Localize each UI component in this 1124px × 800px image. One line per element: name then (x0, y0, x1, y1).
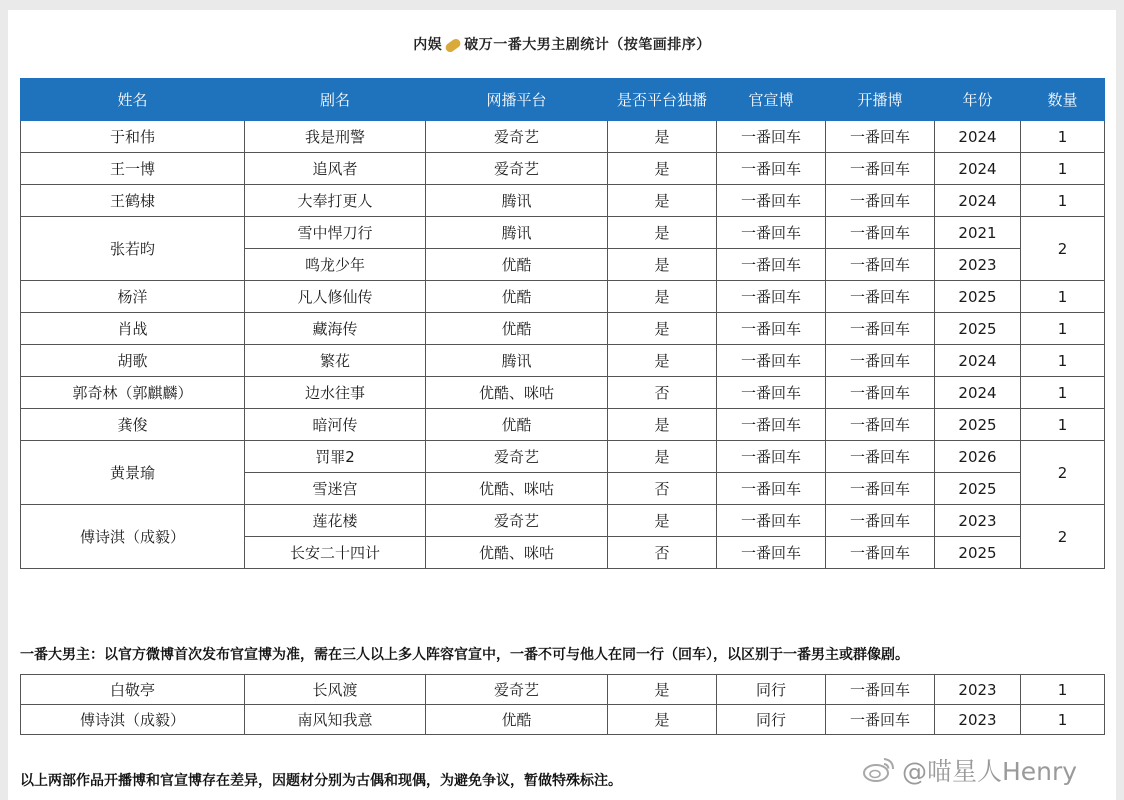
header-name: 姓名 (21, 79, 245, 121)
weibo-watermark (862, 746, 1117, 794)
cell-exclusive: 是 (608, 121, 717, 153)
cell-year: 2026 (935, 441, 1021, 473)
cell-name: 王一博 (21, 153, 245, 185)
cell-announce: 一番回车 (717, 153, 826, 185)
weibo-icon (862, 756, 896, 784)
cell-count: 2 (1021, 505, 1105, 569)
cell-announce: 一番回车 (717, 313, 826, 345)
cell-drama: 藏海传 (245, 313, 426, 345)
cell-platform: 优酷、咪咕 (426, 473, 608, 505)
cell-broadcast: 一番回车 (826, 377, 935, 409)
cell-platform: 爱奇艺 (426, 441, 608, 473)
cell-broadcast: 一番回车 (826, 281, 935, 313)
cell-count: 2 (1021, 441, 1105, 505)
cell-name: 傅诗淇（成毅） (21, 705, 245, 735)
cell-exclusive: 是 (608, 313, 717, 345)
cell-announce: 同行 (717, 675, 826, 705)
header-drama: 剧名 (245, 79, 426, 121)
cell-drama: 暗河传 (245, 409, 426, 441)
cell-platform: 腾讯 (426, 185, 608, 217)
header-count: 数量 (1021, 79, 1105, 121)
cell-year: 2025 (935, 537, 1021, 569)
cell-exclusive: 否 (608, 473, 717, 505)
table-row (21, 441, 1105, 473)
cell-announce: 一番回车 (717, 185, 826, 217)
cell-count: 1 (1021, 675, 1105, 705)
cell-announce: 一番回车 (717, 473, 826, 505)
cell-exclusive: 否 (608, 377, 717, 409)
header-platform: 网播平台 (426, 79, 608, 121)
special-table (20, 674, 1105, 735)
cell-announce: 一番回车 (717, 441, 826, 473)
cell-year: 2024 (935, 377, 1021, 409)
table-row (21, 281, 1105, 313)
cell-broadcast: 一番回车 (826, 675, 935, 705)
cell-year: 2023 (935, 505, 1021, 537)
header-announce: 官宣博 (717, 79, 826, 121)
cell-drama: 我是刑警 (245, 121, 426, 153)
peanut-icon (444, 37, 462, 54)
cell-exclusive: 是 (608, 441, 717, 473)
cell-exclusive: 是 (608, 217, 717, 249)
title-right: 破万一番大男主剧统计（按笔画排序） (464, 37, 711, 53)
cell-platform: 优酷、咪咕 (426, 537, 608, 569)
cell-broadcast: 一番回车 (826, 441, 935, 473)
cell-drama: 繁花 (245, 345, 426, 377)
table-row (21, 313, 1105, 345)
cell-year: 2024 (935, 185, 1021, 217)
cell-platform: 爱奇艺 (426, 121, 608, 153)
cell-platform: 优酷 (426, 313, 608, 345)
cell-announce: 一番回车 (717, 537, 826, 569)
header-year: 年份 (935, 79, 1021, 121)
cell-count: 1 (1021, 409, 1105, 441)
cell-broadcast: 一番回车 (826, 345, 935, 377)
cell-name: 胡歌 (21, 345, 245, 377)
table-row (21, 705, 1105, 735)
cell-drama: 长风渡 (245, 675, 426, 705)
cell-platform: 爱奇艺 (426, 505, 608, 537)
page-title (8, 34, 1116, 54)
cell-drama: 边水往事 (245, 377, 426, 409)
cell-platform: 腾讯 (426, 217, 608, 249)
cell-drama: 凡人修仙传 (245, 281, 426, 313)
cell-count: 2 (1021, 217, 1105, 281)
cell-year: 2025 (935, 313, 1021, 345)
document-sheet (8, 10, 1116, 800)
cell-announce: 一番回车 (717, 377, 826, 409)
cell-count: 1 (1021, 121, 1105, 153)
cell-exclusive: 是 (608, 185, 717, 217)
cell-drama: 雪迷宫 (245, 473, 426, 505)
cell-name: 肖战 (21, 313, 245, 345)
cell-drama: 罚罪2 (245, 441, 426, 473)
cell-broadcast: 一番回车 (826, 249, 935, 281)
cell-drama: 莲花楼 (245, 505, 426, 537)
cell-year: 2025 (935, 281, 1021, 313)
table-row (21, 153, 1105, 185)
cell-name: 杨洋 (21, 281, 245, 313)
cell-count: 1 (1021, 313, 1105, 345)
cell-name: 黄景瑜 (21, 441, 245, 505)
cell-name: 白敬亭 (21, 675, 245, 705)
cell-platform: 优酷 (426, 705, 608, 735)
table-row (21, 505, 1105, 537)
cell-year: 2023 (935, 675, 1021, 705)
cell-announce: 同行 (717, 705, 826, 735)
cell-year: 2025 (935, 473, 1021, 505)
cell-exclusive: 是 (608, 345, 717, 377)
cell-exclusive: 是 (608, 409, 717, 441)
cell-drama: 鸣龙少年 (245, 249, 426, 281)
cell-name: 于和伟 (21, 121, 245, 153)
cell-exclusive: 是 (608, 249, 717, 281)
cell-exclusive: 否 (608, 537, 717, 569)
header-broadcast: 开播博 (826, 79, 935, 121)
table-row (21, 409, 1105, 441)
cell-drama: 大奉打更人 (245, 185, 426, 217)
cell-platform: 优酷 (426, 281, 608, 313)
cell-exclusive: 是 (608, 281, 717, 313)
cell-name: 龚俊 (21, 409, 245, 441)
cell-drama: 南风知我意 (245, 705, 426, 735)
cell-broadcast: 一番回车 (826, 409, 935, 441)
cell-year: 2024 (935, 153, 1021, 185)
cell-name: 郭奇林（郭麒麟） (21, 377, 245, 409)
cell-broadcast: 一番回车 (826, 185, 935, 217)
title-left: 内娱 (413, 37, 443, 53)
cell-count: 1 (1021, 705, 1105, 735)
definition-note: 一番大男主：以官方微博首次发布官宣博为准，需在三人以上多人阵容官宣中，一番不可与他人在同一行（回车），以区别于一番男主或群像剧。 (20, 647, 909, 663)
cell-broadcast: 一番回车 (826, 313, 935, 345)
header-exclusive: 是否平台独播 (608, 79, 717, 121)
cell-announce: 一番回车 (717, 281, 826, 313)
cell-count: 1 (1021, 377, 1105, 409)
cell-broadcast: 一番回车 (826, 505, 935, 537)
table-row (21, 345, 1105, 377)
cell-name: 傅诗淇（成毅） (21, 505, 245, 569)
cell-drama: 雪中悍刀行 (245, 217, 426, 249)
cell-announce: 一番回车 (717, 505, 826, 537)
table-row (21, 185, 1105, 217)
cell-year: 2024 (935, 345, 1021, 377)
watermark-text: @喵星人Henry (902, 757, 1078, 786)
cell-year: 2023 (935, 705, 1021, 735)
cell-count: 1 (1021, 345, 1105, 377)
cell-count: 1 (1021, 281, 1105, 313)
table-row (21, 217, 1105, 249)
cell-broadcast: 一番回车 (826, 537, 935, 569)
main-table (20, 78, 1105, 569)
cell-broadcast: 一番回车 (826, 153, 935, 185)
table-row (21, 121, 1105, 153)
cell-exclusive: 是 (608, 153, 717, 185)
cell-exclusive: 是 (608, 675, 717, 705)
cell-platform: 爱奇艺 (426, 675, 608, 705)
cell-year: 2025 (935, 409, 1021, 441)
cell-drama: 长安二十四计 (245, 537, 426, 569)
cell-drama: 追风者 (245, 153, 426, 185)
cell-name: 张若昀 (21, 217, 245, 281)
cell-count: 1 (1021, 153, 1105, 185)
cell-platform: 优酷、咪咕 (426, 377, 608, 409)
cell-broadcast: 一番回车 (826, 217, 935, 249)
cell-year: 2023 (935, 249, 1021, 281)
cell-exclusive: 是 (608, 705, 717, 735)
cell-year: 2024 (935, 121, 1021, 153)
cell-platform: 爱奇艺 (426, 153, 608, 185)
cell-broadcast: 一番回车 (826, 121, 935, 153)
cell-name: 王鹤棣 (21, 185, 245, 217)
cell-platform: 腾讯 (426, 345, 608, 377)
cell-platform: 优酷 (426, 409, 608, 441)
cell-announce: 一番回车 (717, 409, 826, 441)
cell-announce: 一番回车 (717, 249, 826, 281)
cell-count: 1 (1021, 185, 1105, 217)
footer-note: 以上两部作品开播博和官宣博存在差异，因题材分别为古偶和现偶，为避免争议，暂做特殊标注。 (20, 773, 622, 789)
cell-year: 2021 (935, 217, 1021, 249)
cell-exclusive: 是 (608, 505, 717, 537)
table-row (21, 675, 1105, 705)
cell-broadcast: 一番回车 (826, 473, 935, 505)
cell-platform: 优酷 (426, 249, 608, 281)
table-header-row (21, 79, 1105, 121)
cell-broadcast: 一番回车 (826, 705, 935, 735)
table-row (21, 377, 1105, 409)
cell-announce: 一番回车 (717, 217, 826, 249)
cell-announce: 一番回车 (717, 345, 826, 377)
cell-announce: 一番回车 (717, 121, 826, 153)
